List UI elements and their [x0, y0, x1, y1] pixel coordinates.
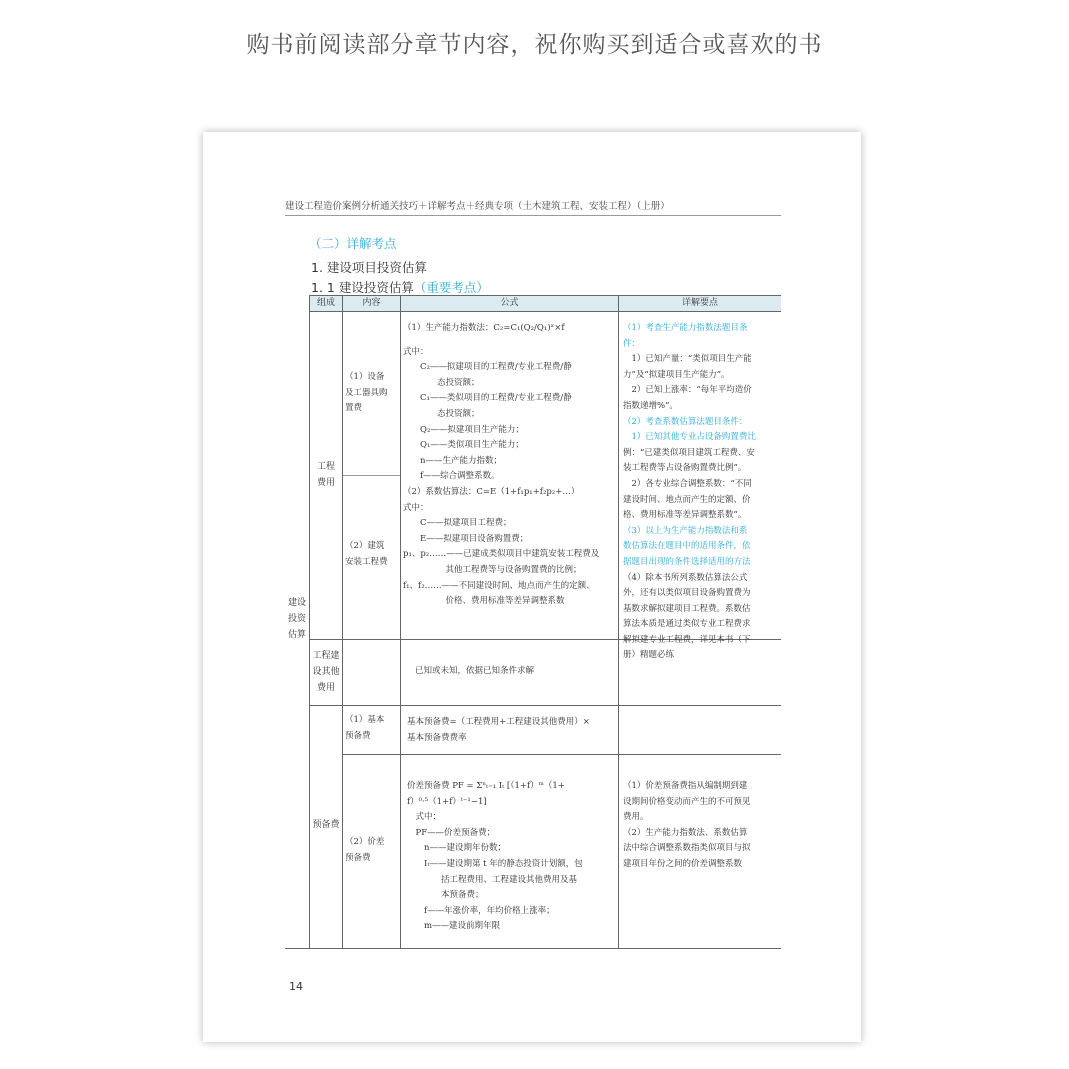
col1-line: 设其他 — [312, 667, 340, 677]
header-yaodian: 详解要点 — [681, 298, 718, 308]
col2-c1 — [345, 370, 399, 417]
table-bottom-rule — [285, 948, 781, 949]
formula-line: f——综合调整系数。 — [403, 471, 500, 482]
note-line: 例：“已建类似项目建筑工程费、安 — [623, 447, 755, 458]
col2-line: （1）基本 — [345, 715, 385, 725]
note-line: 基数求解拟建项目工程费。系数估 — [623, 603, 751, 614]
note-line: 指数递增%”。 — [623, 400, 678, 411]
formula-line: PF——价差预备费； — [407, 827, 496, 838]
col0-line: 估算 — [287, 630, 306, 640]
formula-line: Q₂——拟建项目生产能力； — [403, 424, 524, 435]
header-zucheng: 组成 — [316, 298, 335, 308]
note-line: 费用。 — [623, 812, 649, 823]
note-line: 数估算法在题目中的适用条件，依 — [623, 541, 751, 552]
formula-line: p₁、p₂……——已建成类似项目中建筑安装工程费及 — [403, 549, 600, 560]
formula-line: 括工程费用、工程建设其他费用及基 — [407, 874, 578, 885]
note-line: （1）价差预备费指从编制期到建 — [623, 781, 748, 791]
note-line: 1）已知其他专业占设备购置费比 — [623, 432, 756, 443]
note-line: 册）精题必练 — [623, 650, 675, 661]
formula-line: 基本预备费费率 — [407, 732, 467, 743]
note-line: 法中综合调整系数指类似项目与拟 — [623, 843, 751, 854]
formula-line: f）⁰·⁵（1+f）ᵗ⁻¹−1] — [407, 796, 487, 807]
heading-1: 1. 建设项目投资估算 — [311, 260, 427, 275]
col0-line: 投资 — [287, 614, 306, 624]
formula-line: 其他工程费等与设备购置费的比例； — [403, 564, 582, 575]
note-line: 建设时间、地点而产生的定额、价 — [623, 494, 751, 505]
running-header: 建设工程造价案例分析通关技巧＋详解考点＋经典专项（土木建筑工程、安装工程）（上册） — [285, 198, 781, 216]
formula-gongcheng — [403, 321, 617, 610]
vline-2 — [400, 295, 401, 949]
note-line: 算法本质是通过类似专业工程费求 — [623, 619, 751, 630]
col2-c3 — [345, 713, 399, 744]
note-line: 件： — [623, 338, 641, 349]
notes-gongcheng — [623, 321, 779, 664]
col2-line: （2）价差 — [345, 837, 385, 847]
col1-line: 费用 — [316, 478, 335, 488]
note-line: （3）以上为生产能力指数法和系 — [623, 525, 748, 536]
page-number: 14 — [289, 980, 303, 993]
col0-line: 建设 — [287, 598, 306, 608]
section-label: （二）详解考点 — [309, 236, 397, 251]
col2-line: 预备费 — [345, 730, 371, 741]
formula-line: 价格、费用标准等差异调整系数 — [403, 596, 565, 607]
book-page — [203, 132, 861, 1042]
col1-qita — [310, 648, 342, 696]
heading-2 — [311, 278, 489, 296]
col2-c2 — [345, 539, 399, 570]
formula-line: 式中： — [403, 346, 429, 357]
formula-line: m——建设前期年限 — [407, 921, 501, 932]
col2-line: （1）设备 — [345, 372, 385, 382]
notes-price — [623, 779, 779, 873]
note-line: （2）生产能力指数法、系数估算 — [623, 827, 748, 838]
col1-line: 费用 — [316, 683, 335, 693]
col2-line: 安装工程费 — [345, 556, 388, 567]
vline-0 — [309, 295, 310, 949]
note-line: 力”及“拟建项目生产能力”。 — [623, 369, 730, 380]
formula-line: C——拟建项目工程费； — [403, 518, 512, 529]
note-line: 设期间价格变动而产生的不可预见 — [623, 796, 751, 807]
col2-line: 预备费 — [345, 852, 371, 863]
col2-line: 及工器具购 — [345, 387, 388, 398]
col0-label — [285, 595, 309, 643]
note-line: 2）已知上涨率：“每年平均造价 — [623, 385, 752, 396]
note-line: 1）已知产量：“类似项目生产能 — [623, 354, 752, 365]
rule-c1-c2 — [342, 475, 400, 476]
formula-line: f₁、f₂……——不同建设时间、地点而产生的定额、 — [403, 580, 595, 591]
vline-3 — [618, 295, 619, 949]
formula-line: 式中： — [407, 812, 442, 823]
header-gongshi: 公式 — [500, 298, 519, 308]
formula-line: 本预备费； — [407, 890, 484, 901]
note-line: 建项目年份之间的价差调整系数 — [623, 858, 743, 869]
formula-line: 态投资额； — [403, 377, 480, 388]
formula-line: （2）系数估算法：C=E（1+f₁p₁+f₂p₂+…） — [403, 486, 580, 497]
formula-line: Iₜ——建设期第 t 年的静态投资计划额，包 — [407, 858, 583, 869]
formula-line: E——拟建项目设备购置费； — [403, 533, 529, 544]
col2-line: （2）建筑 — [345, 541, 385, 551]
header-neirong: 内容 — [362, 298, 381, 308]
formula-other: 已知或未知，依据已知条件求解 — [415, 666, 535, 676]
formula-line: C₂——拟建项目的工程费/专业工程费/静 — [403, 362, 572, 373]
col1-yubei: 预备费 — [312, 820, 340, 830]
formula-line: （1）生产能力指数法：C₂=C₁(Q₂/Q₁)ˣ×f — [403, 323, 565, 333]
formula-basic — [407, 715, 617, 746]
note-line: 装工程费等占设备购置费比例”。 — [623, 463, 747, 474]
rule-c3-c4 — [342, 754, 781, 755]
banner-text: 购书前阅读部分章节内容，祝你购买到适合或喜欢的书 — [246, 32, 823, 58]
formula-line: 基本预备费=（工程费用+工程建设其他费用）× — [407, 717, 590, 727]
formula-line: 式中： — [403, 502, 429, 513]
heading-2-note: （重要考点） — [413, 280, 489, 295]
note-line: （4）除本书所列系数估算法公式 — [623, 572, 748, 583]
formula-price — [407, 779, 617, 935]
note-line: 解拟建专业工程费，详见本书（下 — [623, 634, 751, 645]
col2-line: 置费 — [345, 403, 363, 414]
col1-line: 工程 — [316, 462, 335, 472]
formula-line: 态投资额； — [403, 408, 480, 419]
col1-gongcheng — [310, 459, 342, 491]
note-line: 外，还有以类似项目设备购置费为 — [623, 588, 751, 599]
note-line: 据题目出现的条件选择适用的方法 — [623, 556, 751, 567]
formula-line: C₁——类似项目的工程费/专业工程费/静 — [403, 393, 572, 404]
note-line: 2）各专业综合调整系数：“不同 — [623, 478, 752, 489]
col1-line: 工程建 — [312, 651, 340, 661]
formula-line — [403, 337, 617, 345]
note-line: （1）考查生产能力指数法题目条 — [623, 323, 748, 333]
estimate-table — [285, 295, 781, 949]
formula-line: 价差预备费 PF = Σⁿₜ₌₁ Iₜ [（1+f）ᵐ（1+ — [407, 781, 565, 791]
vline-1 — [342, 295, 343, 949]
heading-2-text: 1. 1 建设投资估算 — [311, 280, 414, 295]
col2-c4 — [345, 835, 399, 866]
formula-line: n——生产能力指数； — [403, 455, 502, 466]
table-header-rule — [309, 311, 781, 312]
formula-line: Q₁——类似项目生产能力； — [403, 440, 524, 451]
note-line: 格、费用标准等差异调整系数”。 — [623, 510, 747, 521]
formula-line: f——年涨价率，年均价格上涨率； — [407, 905, 555, 916]
note-line: （2）考查系数估算法题目条件： — [623, 416, 748, 427]
rule-qita-yubei — [309, 705, 781, 706]
formula-line: n——建设期年份数； — [407, 843, 506, 854]
